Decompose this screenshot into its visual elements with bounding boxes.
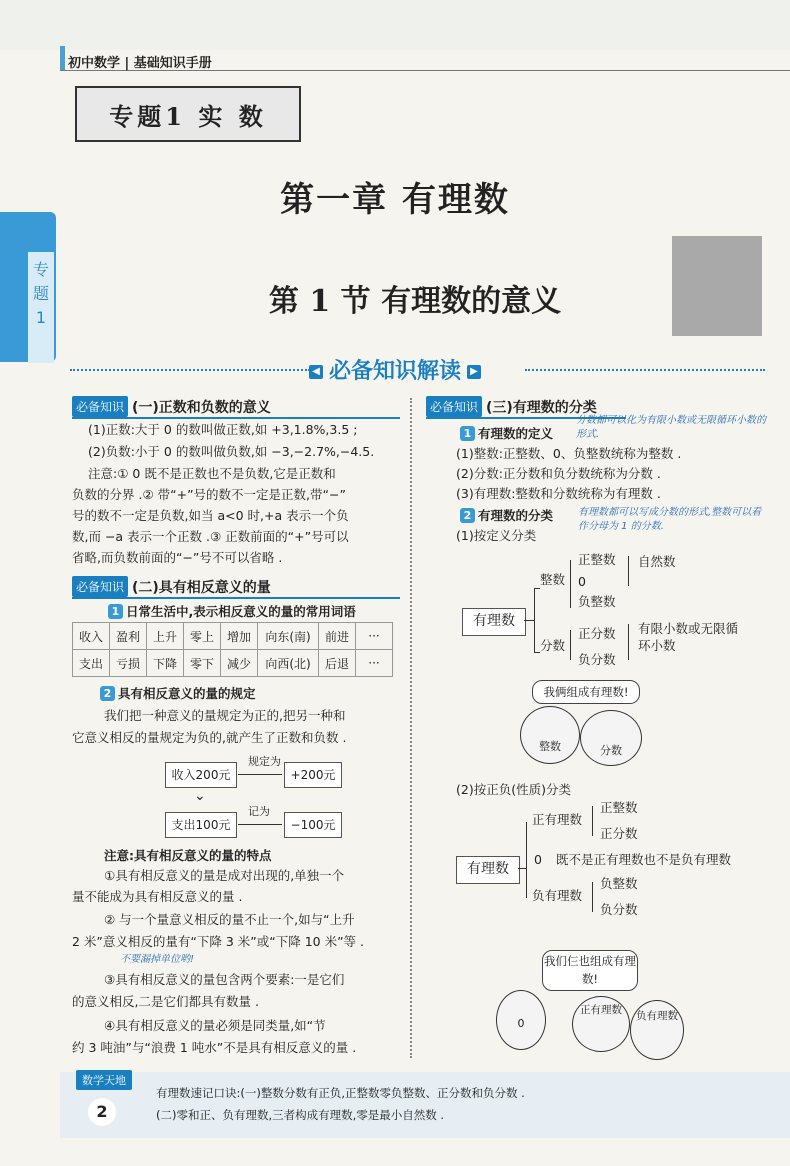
tree-node: 整数 — [540, 572, 566, 587]
subheading-definition — [460, 424, 553, 442]
tree-node: 负分数 — [578, 652, 616, 667]
face-fraction: 分数 — [580, 710, 642, 766]
section-2-title: (二)具有相反意义的量 — [132, 579, 271, 596]
section-3-title: (三)有理数的分类 — [486, 399, 597, 416]
number-1-icon: 1 — [460, 426, 475, 441]
topic-title: 专题1 实 数 — [75, 86, 301, 142]
tree-node: 既不是正有理数也不是负有理数 — [556, 852, 732, 867]
positive-def: (1)正数:大于 0 的数叫做正数,如 +3,1.8%,3.5 ; — [88, 422, 358, 437]
tree-node: 自然数 — [638, 554, 676, 569]
feature-text: 2 米”意义相反的量有“下降 3 米”或“下降 10 米”等 . — [72, 934, 365, 949]
face-negative: 负有理数 — [630, 1000, 684, 1060]
tree-root: 有理数 — [456, 856, 520, 884]
footer-line: 有理数速记口诀:(一)整数分数有正负,正整数零负整数、正分数和负分数 . — [156, 1086, 525, 1100]
flow-rule-label: 规定为 — [248, 755, 281, 768]
arrow-line — [238, 774, 282, 775]
tree-node: 正整数 — [578, 552, 616, 567]
tag-label: 必备知识 — [72, 576, 128, 597]
negative-def: (2)负数:小于 0 的数叫做负数,如 −3,−2.7%,−4.5. — [88, 444, 375, 459]
subheading-text: 有理数的定义 — [478, 426, 554, 441]
table-cell: 支出 — [73, 650, 110, 677]
tree-branch — [526, 822, 527, 898]
banner-title: 必备知识解读 — [328, 359, 461, 384]
subheading-classification — [460, 506, 553, 524]
note-line: 注意:① 0 既不是正数也不是负数,它是正数和 — [88, 466, 336, 481]
tree-branch — [592, 806, 593, 836]
definition-text: (3)有理数:整数和分数统称为有理数 . — [456, 486, 661, 501]
section-1-title: (一)正数和负数的意义 — [132, 399, 271, 416]
table-cell: 向东(南) — [258, 623, 319, 650]
feature-text: 约 3 吨油”与“浪费 1 吨水”不是具有相反意义的量 . — [72, 1040, 357, 1055]
tree-branch — [524, 620, 534, 621]
chevron-down-icon: ⌄ — [194, 788, 206, 804]
subheading-common-words — [108, 602, 356, 620]
table-row — [73, 650, 393, 677]
handwritten-note: 有理数都可以写成分数的形式,整数可以看作分母为 1 的分数. — [578, 507, 762, 532]
number-2-icon: 2 — [100, 686, 115, 701]
arrow-line — [238, 824, 282, 825]
note-line: 号的数不一定是负数,如当 a<0 时,+a 表示一个负 — [72, 508, 349, 523]
tree-node: 0 — [534, 852, 542, 867]
left-arrow-icon: ◀ — [309, 365, 323, 379]
tree-node: 正整数 — [600, 800, 638, 815]
feature-text: ①具有相反意义的量是成对出现的,单独一个 — [104, 868, 345, 883]
banner — [0, 354, 790, 385]
page-number: 2 — [88, 1098, 116, 1126]
definition-text: (2)分数:正分数和负分数统称为分数 . — [456, 466, 661, 481]
number-2-icon: 2 — [460, 508, 475, 523]
column-divider — [410, 398, 412, 1058]
section-1-header — [72, 396, 400, 419]
flow-expense-box: 支出100元 — [165, 812, 237, 838]
speech-bubble: 我俩组成有理数! — [532, 680, 640, 704]
section-title: 第 1 节 有理数的意义 — [268, 284, 562, 319]
table-cell: 前进 — [319, 623, 356, 650]
feature-text: ④具有相反意义的量必须是同类量,如“节 — [104, 1018, 326, 1033]
tree-branch — [570, 630, 571, 660]
table-cell: 后退 — [319, 650, 356, 677]
tree-branch — [628, 624, 629, 660]
handwritten-note: 不要漏掉单位哟! — [120, 954, 195, 965]
features-title: 注意:具有相反意义的量的特点 — [104, 848, 272, 863]
feature-text: 量不能成为具有相反意义的量 . — [72, 889, 243, 904]
section-2-header — [72, 576, 400, 599]
table-cell: ··· — [356, 650, 393, 677]
tree-branch — [570, 560, 571, 608]
tag-label: 必备知识 — [72, 396, 128, 417]
table-cell: 零上 — [184, 623, 221, 650]
tree-branch — [592, 882, 593, 912]
tree-branch — [534, 588, 535, 652]
subheading-text: 有理数的分类 — [478, 508, 554, 523]
right-arrow-icon: ▶ — [467, 365, 481, 379]
redacted-image — [672, 236, 762, 336]
tree-node: 负有理数 — [532, 888, 583, 903]
note-line: 负数的分界 .② 带“+”号的数不一定是正数,带“−” — [72, 487, 346, 502]
classification-label: (1)按定义分类 — [456, 528, 537, 543]
subheading-rule — [100, 684, 256, 702]
table-cell: 亏损 — [110, 650, 147, 677]
table-cell: 收入 — [73, 623, 110, 650]
tree-node: 负分数 — [600, 902, 638, 917]
subheading-text: 具有相反意义的量的规定 — [118, 686, 256, 701]
opposite-words-table — [72, 622, 393, 677]
flow-income-box: 收入200元 — [165, 762, 237, 788]
definition-text: (1)整数:正整数、0、负整数统称为整数 . — [456, 446, 682, 461]
tree-node: 分数 — [540, 638, 566, 653]
flow-note-label: 记为 — [248, 805, 270, 818]
flow-plus-box: +200元 — [284, 762, 342, 788]
note-line: 省略,而负数前面的“−”号不可以省略 . — [72, 550, 283, 565]
tree-node: 负整数 — [578, 594, 616, 609]
tag-label: 必备知识 — [426, 396, 482, 417]
tree-node: 有限小数或无限循环小数 — [638, 621, 739, 653]
side-tab-label: 专题1 — [28, 252, 54, 363]
footer-line: (二)零和正、负有理数,三者构成有理数,零是最小自然数 . — [156, 1108, 445, 1122]
footer-band — [60, 1072, 790, 1138]
table-cell: 向西(北) — [258, 650, 319, 677]
rule-text: 它意义相反的量规定为负的,就产生了正数和负数 . — [72, 730, 347, 745]
table-cell: 减少 — [221, 650, 258, 677]
table-row — [73, 623, 393, 650]
table-cell: 盈利 — [110, 623, 147, 650]
tree-node: 正分数 — [600, 826, 638, 841]
rule-text: 我们把一种意义的量规定为正的,把另一种和 — [104, 708, 346, 723]
number-1-icon: 1 — [108, 604, 123, 619]
table-cell: 零下 — [184, 650, 221, 677]
face-zero: 0 — [496, 990, 546, 1050]
top-band — [0, 0, 790, 50]
feature-text: ③具有相反意义的量包含两个要素:一是它们 — [104, 972, 345, 987]
flow-minus-box: −100元 — [284, 812, 342, 838]
handwritten-note: 分数都可以化为有限小数或无限循环小数的形式. — [576, 415, 766, 440]
feature-text: ② 与一个量意义相反的量不止一个,如与“上升 — [104, 912, 355, 927]
chapter-title: 第一章 有理数 — [280, 180, 510, 220]
tree-node: 负整数 — [600, 876, 638, 891]
subheading-text: 日常生活中,表示相反意义的量的常用词语 — [126, 604, 356, 619]
table-cell: ··· — [356, 623, 393, 650]
tree-branch — [628, 556, 629, 586]
tree-root: 有理数 — [462, 608, 526, 636]
tree-node: 正有理数 — [532, 812, 583, 827]
book-title: 初中数学 | 基础知识手册 — [68, 56, 212, 71]
table-cell: 下降 — [147, 650, 184, 677]
tree-node: 正分数 — [578, 626, 616, 641]
classification-label: (2)按正负(性质)分类 — [456, 782, 571, 797]
table-cell: 增加 — [221, 623, 258, 650]
tree-node: 0 — [578, 574, 586, 589]
note-line: 数,而 −a 表示一个正数 .③ 正数前面的“+”号可以 — [72, 529, 349, 544]
face-positive: 正有理数 — [572, 996, 630, 1052]
table-cell: 上升 — [147, 623, 184, 650]
feature-text: 的意义相反,二是它们都具有数量 . — [72, 994, 259, 1009]
face-integer: 整数 — [520, 706, 580, 764]
tree-branch — [518, 868, 526, 869]
speech-bubble: 我们仨也组成有理数! — [542, 950, 638, 991]
footer-tag: 数学天地 — [76, 1070, 132, 1090]
